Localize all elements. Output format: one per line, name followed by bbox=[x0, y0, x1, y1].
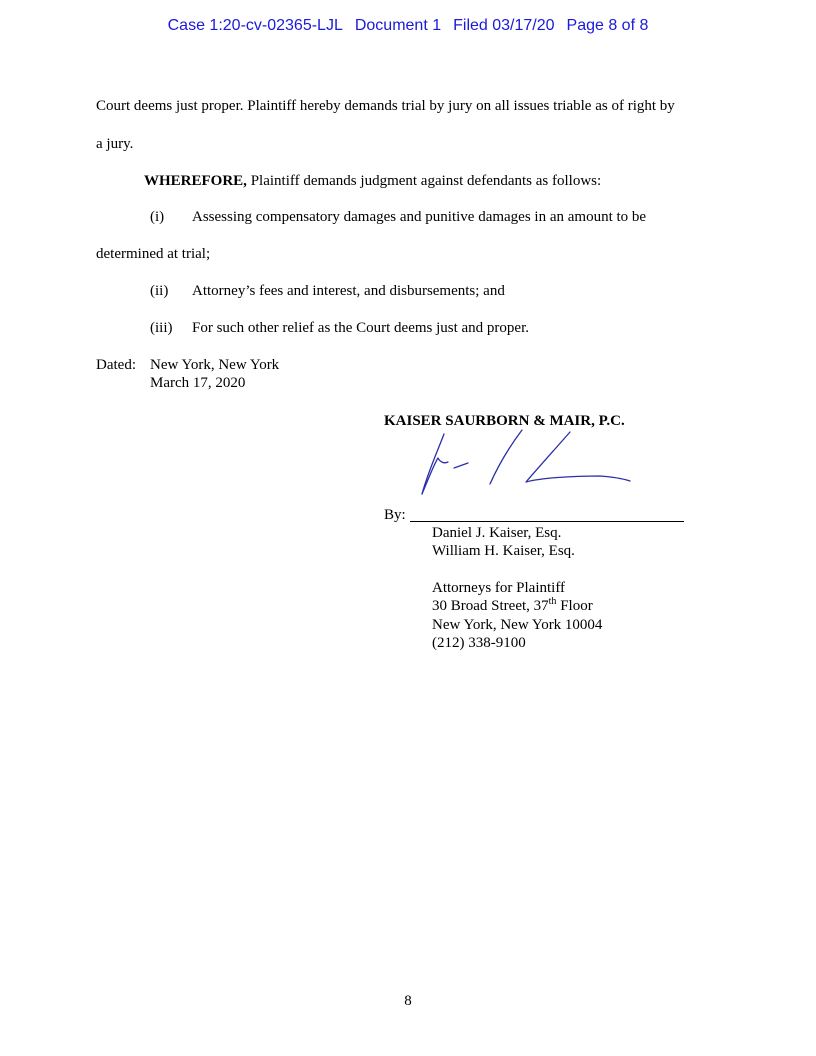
attorney-role: Attorneys for Plaintiff bbox=[432, 580, 566, 596]
attorney-name-2: William H. Kaiser, Esq. bbox=[432, 543, 575, 559]
by-label: By: bbox=[384, 507, 406, 523]
item-ii-number: (ii) bbox=[150, 283, 169, 299]
handwritten-signature-icon bbox=[410, 428, 640, 500]
page-indicator: Page 8 of 8 bbox=[566, 17, 649, 34]
signature-stroke bbox=[490, 430, 522, 484]
case-number: Case 1:20-cv-02365-LJL bbox=[167, 17, 343, 34]
signature-stroke bbox=[526, 432, 630, 482]
filed-date: Filed 03/17/20 bbox=[453, 17, 555, 34]
page-number: 8 bbox=[404, 993, 412, 1009]
jury-demand-line-1: Court deems just proper. Plaintiff hereby demands trial by jury on all issues triable as of right by bbox=[96, 98, 675, 114]
address-street: 30 Broad Street, 37 bbox=[432, 598, 549, 614]
item-i-text: Assessing compensatory damages and punitive damages in an amount to be bbox=[192, 209, 647, 225]
item-iii-text: For such other relief as the Court deems just and proper. bbox=[192, 320, 530, 336]
signature-stroke bbox=[422, 458, 448, 494]
item-i-continuation: determined at trial; bbox=[96, 246, 211, 262]
document-number: Document 1 bbox=[354, 17, 442, 34]
ecf-header bbox=[0, 17, 816, 35]
address-ordinal: th bbox=[548, 596, 557, 607]
dated-label: Dated: bbox=[96, 357, 136, 373]
dated-date: March 17, 2020 bbox=[150, 375, 246, 391]
signature-line bbox=[410, 521, 684, 522]
dated-place: New York, New York bbox=[150, 357, 280, 373]
wherefore-text: Plaintiff demands judgment against defendants as follows: bbox=[246, 173, 602, 189]
wherefore-bold: WHEREFORE, bbox=[144, 173, 247, 189]
firm-phone: (212) 338-9100 bbox=[432, 635, 526, 651]
firm-city: New York, New York 10004 bbox=[432, 617, 603, 633]
jury-demand-line-2: a jury. bbox=[96, 136, 134, 152]
address-floor: Floor bbox=[556, 598, 593, 614]
firm-address bbox=[432, 597, 593, 615]
wherefore-clause bbox=[144, 172, 601, 190]
signature-stroke bbox=[454, 463, 468, 468]
item-ii-text: Attorney’s fees and interest, and disbursements; and bbox=[192, 283, 505, 299]
item-i-number: (i) bbox=[150, 209, 165, 225]
law-firm-name: KAISER SAURBORN & MAIR, P.C. bbox=[384, 413, 625, 429]
item-iii-number: (iii) bbox=[150, 320, 173, 336]
attorney-name-1: Daniel J. Kaiser, Esq. bbox=[432, 525, 562, 541]
